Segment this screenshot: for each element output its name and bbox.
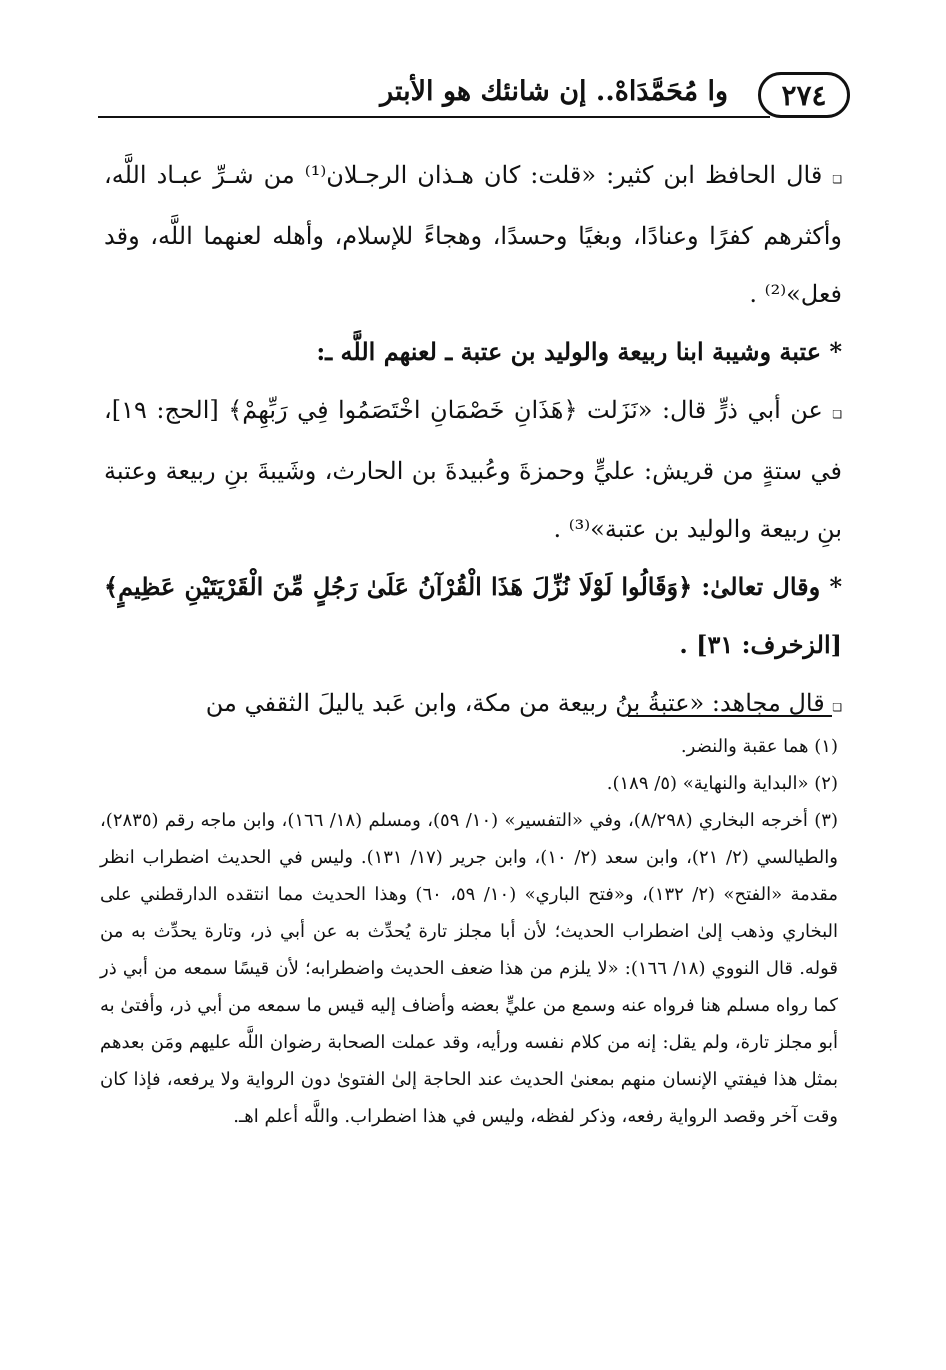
footnotes <box>100 728 838 1135</box>
paragraph-text: قال مجاهد: «عتبةُ بنُ ربيعة من مكة، وابن عَبد ياليلَ الثقفي من <box>205 689 825 717</box>
header-rule <box>98 116 770 118</box>
paragraph-mujahid <box>104 674 842 735</box>
footnote-rule <box>628 715 832 717</box>
box-bullet-icon: ❏ <box>832 696 842 715</box>
asterisk-icon: * <box>829 337 842 366</box>
heading-text: عتبة وشيبة ابنا ربيعة والوليد بن عتبة ـ لعنهم اللَّه ـ: <box>316 337 822 366</box>
paragraph-abu-dharr <box>104 381 842 558</box>
asterisk-icon: * <box>829 572 843 601</box>
page-header <box>98 72 850 124</box>
footnote-1: (١) هما عقبة والنضر. <box>680 736 838 757</box>
paragraph-ibn-kathir <box>104 146 842 323</box>
footnote-3: (٣) أخرجه البخاري (٨/٢٩٨)، وفي «التفسير» (١٠/ ٥٩)، ومسلم (١٨/ ١٦٦)، وابن ماجه رقم (٢٨٣٥)، والطيالسي (٢/ ٢١)، وابن سعد (٢/ ١٠)، وابن جرير (١٧/ ١٣١). وليس في الحديث اضطراب انظر مقدمة «الفتح» (٢/ ١٣٢)، و«فتح الباري» (١٠/ ٥٩، ٦٠) وهذا الحديث مما انتقده الدارقطني على البخاري وذهب إلىٰ اضطراب الحديث؛ لأن أبا مجلز تارة يُحدِّث به عن أبي ذر، وتارة يحدِّث به من قوله. قال النووي (١٨/ ١٦٦): «لا يلزم من هذا ضعف الحديث واضطرابه؛ لأن قيسًا سمعه من أبي ذر كما رواه مسلم هنا فرواه عنه وسمع من عليٍّ بعضه وأضاف إليه قيس ما سمعه من أبي ذر، وأفتىٰ به أبو مجلز تارة، ولم يقل: إنه من كلام نفسه ورأيه، وقد عملت الصحابة رضوان اللَّه عليهم ومَن بعدهم بمثل هذا فيفتي الإنسان منهم بمعنىٰ الحديث عند الحاجة إلىٰ الفتوىٰ دون الرواية ولا يرفعه، فإذا كان وقت آخر وقصد الرواية رفعه، وذكر لفظه، وليس في هذا اضطراب. واللَّه أعلم اهـ. <box>100 810 838 1127</box>
paragraph-verse <box>104 558 842 674</box>
paragraph-text: وقال تعالىٰ: ﴿وَقَالُوا لَوْلَا نُزِّلَ هَذَا الْقُرْآنُ عَلَىٰ رَجُلٍ مِّنَ الْقَرْيَتَيْنِ عَظِيمٍ﴾ [الزخرف: ٣١] . <box>104 572 842 659</box>
box-bullet-icon: ❏ <box>832 403 842 422</box>
page-number: ٢٧٤ <box>758 72 850 118</box>
main-text <box>104 146 842 735</box>
section-heading <box>104 323 842 381</box>
paragraph-text: قال الحافظ ابن كثير: «قلت: كان هـذان الرجـلان⁽¹⁾ من شـرِّ عبـاد اللَّه، وأكثرهم كفرًا وعنادًا، وبغيًا وحسدًا، وهجاءً للإسلام، وأهله لعنهما اللَّه، وقد فعل»⁽²⁾ . <box>104 161 842 308</box>
running-title: وا مُحَمَّدَاهْ.. إن شانئك هو الأبتر <box>380 76 728 107</box>
paragraph-text: عن أبي ذرٍّ قال: «نَزَلت ﴿هَذَانِ خَصْمَانِ اخْتَصَمُوا فِي رَبِّهِمْ﴾ [الحج: ١٩]، في ستةٍ من قريش: عليٍّ وحمزةَ وعُبيدةَ بن الحارث، وشَيبةَ بنِ ربيعة وعتبة بنِ ربيعة والوليد بن عتبة»⁽³⁾ . <box>104 396 842 543</box>
box-bullet-icon: ❏ <box>832 168 842 187</box>
footnote-2: (٢) «البداية والنهاية» (٥/ ١٨٩). <box>606 773 838 794</box>
